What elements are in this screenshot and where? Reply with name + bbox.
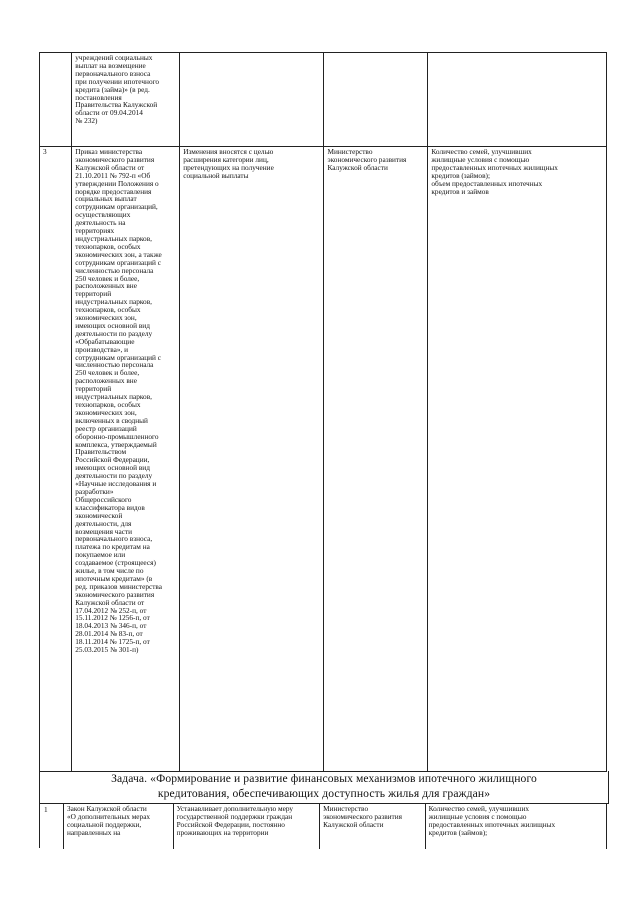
document-cell <box>64 804 174 849</box>
content-cell <box>180 53 324 147</box>
task-heading-line-2: кредитования, обеспечивающих доступность жилья для граждан» <box>157 787 491 800</box>
task-heading <box>39 771 609 804</box>
document-text: Приказ министерства экономического развития Калужской области от 21.10.2011 № 792-п «Об утверждении Положения о порядке предоставления социальных выплат сотрудникам организаций, осуществляющих деятельность на территориях индустриальных парков, технопарков, особых экономических зон, а также сотрудникам организаций с численностью персонала 250 человек и более, расположенных вне территорий индустриальных парков, технопарков, особых экономических зон, имеющих основной вид деятельности по разделу «Обрабатывающие производства», и сотрудникам организаций с численностью персонала 250 человек и более, расположенных вне территорий индустриальных парков, технопарков, особых экономических зон, включенных в сводный реестр организаций оборонно-промышленного комплекса, утверждаемый Правительством Российской Федерации, имеющих основной вид деятельности по разделу «Научные исследования и разработки» Общероссийского классификатора видов экономической деятельности, для возмещения части первоначального взноса, платежа по кредитам на покупаемое или создаваемое (строящееся) жилье, в том числе по ипотечным кредитам» (в ред. приказов министерства экономического развития Калужской области от 17.04.2012 № 252-п, от 15.11.2012 № 1256-п, от 18.04.2013 № 346-п, от 28.01.2014 № 83-п, от 18.11.2014 № 1725-п, от 25.03.2015 № 301-п) <box>75 147 162 655</box>
indicator-cell <box>428 147 607 772</box>
responsible-text: Министерство экономического развития Калужской области <box>323 804 403 829</box>
indicator-cell <box>425 804 606 849</box>
document-cell <box>72 147 180 772</box>
row-number-cell <box>40 147 72 772</box>
indicator-text: Количество семей, улучшивших жилищные условия с помощью предоставленных ипотечных жилищных кредитов (займов); <box>428 804 556 837</box>
responsible-cell <box>324 53 428 147</box>
responsible-cell <box>320 804 426 849</box>
content-cell <box>173 804 320 849</box>
measures-table-continued <box>63 803 607 849</box>
document-text: учреждений социальных выплат на возмещение первоначального взноса при получении ипотечного кредита (займа)» (в ред. постановления Правительства Калужской области от 09.04.2014 № 232) <box>75 53 160 126</box>
content-text: Устанавливает дополнительную меру государственной поддержки граждан Российской Федерации, постоянно проживающих на территории <box>176 804 294 837</box>
document-text: Закон Калужской области «О дополнительных мерах социальной поддержки, направленных на <box>67 804 151 837</box>
indicator-text: Количество семей, улучшивших жилищные условия с помощью предоставленных ипотечных жилищных кредитов (займов); объем предоставленных ипотечных кредитов и займов <box>431 147 558 196</box>
content-cell <box>180 147 324 772</box>
task-heading-line-1: Задача. «Формирование и развитие финансовых механизмов ипотечного жилищного <box>111 772 537 785</box>
row-number-cell <box>40 53 72 147</box>
table-row <box>40 147 607 772</box>
document-cell <box>72 53 180 147</box>
indicator-cell <box>428 53 607 147</box>
table-row <box>64 804 607 849</box>
table-row <box>40 53 607 147</box>
content-text: Изменения вносятся с целью расширения категории лиц, претендующих на получение социальной выплаты <box>183 147 274 180</box>
responsible-cell <box>324 147 428 772</box>
row-number-cell <box>39 803 63 848</box>
row-number: 1 <box>44 805 48 814</box>
row-number: 3 <box>43 147 47 156</box>
measures-table <box>39 52 607 772</box>
responsible-text: Министерство экономического развития Калужской области <box>327 147 407 172</box>
